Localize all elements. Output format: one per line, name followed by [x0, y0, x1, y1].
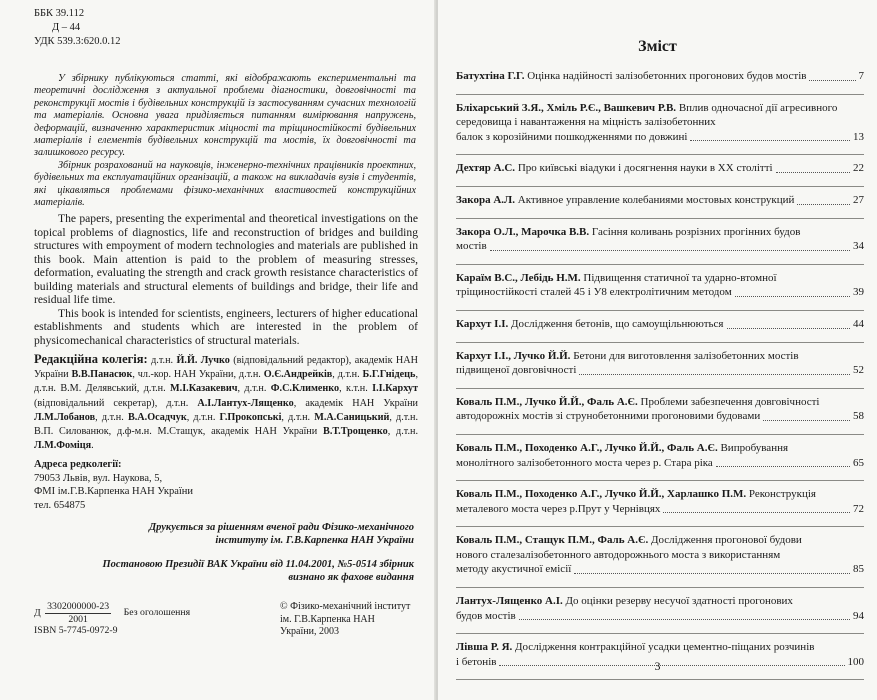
toc-entry-page: 52: [853, 364, 864, 377]
publication-codes: [34, 601, 190, 637]
toc-entry-title: Випробування: [720, 441, 789, 454]
toc-entry[interactable]: [456, 487, 864, 527]
toc-entry[interactable]: [456, 441, 864, 481]
board-text: , д.т.н.: [281, 411, 315, 423]
toc-leader-dots: [797, 193, 850, 205]
toc-entry-authors: Дехтяр А.С.: [456, 162, 516, 175]
toc-entry-page: 7: [858, 70, 864, 82]
board-member-name: М.А.Саницький: [314, 411, 390, 423]
toc-entry[interactable]: [456, 225, 864, 265]
toc-entry-authors: Коваль П.М., Походенко А.Г., Лучко Й.Й., Харлашко П.М.: [456, 488, 747, 501]
toc-entry-title: Дослідження прогонової будови: [650, 534, 802, 547]
toc-leader-dots: [490, 239, 850, 251]
toc-entry-title: Про київські віадуки і досягнення науки в ХХ столітті: [517, 162, 773, 175]
toc-entry-authors: Бліхарський З.Я., Хміль Р.Є., Вашкевич Р.В.: [456, 101, 677, 114]
toc-entry-title: будов мостів: [456, 609, 516, 622]
abstract-en-paragraph: This book is intended for scientists, engineers, lecturers of higher educational establishments and students which are interested in the problem of physicomechanical characteristics of structural materials.: [34, 306, 418, 347]
toc-entry-page: 100: [847, 655, 864, 668]
board-text: , д.т.н. В.П. Силованюк, д.ф-м.н. М.Стащук, академік НАН України: [34, 411, 419, 438]
board-member-name: В.В.Панасюк: [71, 369, 133, 381]
board-member-name: І.І.Кархут: [372, 383, 418, 395]
no-announcement-note: Без оголошення: [123, 607, 191, 619]
toc-entry-authors: Закора О.Л., Марочка В.В.: [456, 225, 590, 238]
toc-entry-title: і бетонів: [456, 655, 497, 668]
copyright-line: ім. Г.В.Карпенка НАН: [280, 613, 375, 625]
board-text: , академік НАН України: [293, 397, 418, 409]
toc-entry[interactable]: [456, 349, 864, 389]
board-member-name: Л.М.Лобанов: [34, 411, 96, 423]
toc-leader-dots: [763, 409, 850, 421]
board-member-name: В.Т.Трощенко: [323, 426, 388, 438]
toc-entry-title: тріщиностійкості сталей 45 і У8 електролітичним методом: [456, 286, 732, 299]
toc-entry-title: автодорожніх мостів зі струнобетонними прогоновими будовами: [456, 410, 761, 423]
board-member-name: А.І.Лантух-Лященко: [197, 397, 294, 409]
toc-entry-title: Активное управление колебаниями мостовых конструкций: [517, 193, 795, 206]
toc-entry-page: 65: [853, 456, 864, 469]
toc-entry-authors: Кархут І.І.: [456, 317, 509, 330]
toc-entry-title: методу акустичної емісії: [456, 563, 572, 576]
address-line: 79053 Львів, вул. Наукова, 5,: [34, 472, 163, 484]
board-text: , д.т.н. В.М. Делявський, д.т.н.: [34, 369, 418, 395]
toc-entry-title: монолітного залізобетонного моста через р. Стара ріка: [456, 456, 713, 469]
toc-leader-dots: [663, 502, 850, 514]
board-member-name: Ф.С.Клименко: [270, 383, 340, 395]
copyright-line: України, 2003: [280, 626, 339, 637]
toc-title: Зміст: [638, 38, 677, 55]
toc-leader-dots: [716, 456, 850, 468]
toc-leader-dots: [809, 69, 855, 81]
toc-entry-page: 13: [853, 130, 864, 143]
toc-entry[interactable]: [456, 161, 864, 187]
toc-entry-authors: Закора А.Л.: [456, 193, 516, 206]
board-text: , д.т.н.: [95, 411, 128, 423]
toc-entry-title: підвищеної довговічності: [456, 364, 577, 377]
copyright-line: © Фізико-механічний інститут: [280, 601, 411, 612]
editorial-board: [34, 352, 418, 453]
board-text: , чл.-кор. НАН України, д.т.н.: [132, 369, 264, 381]
board-member-name: Й.Й. Лучко: [176, 355, 230, 366]
isbn-number: ISBN 5-7745-0972-9: [34, 625, 118, 636]
editorial-board-heading: Редакційна колегія:: [34, 352, 148, 366]
toc-entry-title: нового сталезалізобетонного автодорожнього моста з використанням: [456, 548, 781, 561]
toc-entry[interactable]: [456, 317, 864, 343]
toc-entry-title: Підвищення статичної та ударно-втомної: [583, 271, 777, 284]
toc-entry-title: Реконструкція: [748, 488, 816, 501]
toc-entry-page: 94: [853, 609, 864, 622]
toc-entry-page: 27: [853, 193, 864, 206]
board-text: (відповідальний секретар), д.т.н.: [34, 397, 198, 409]
address-line: ФМІ ім.Г.В.Карпенка НАН України: [34, 486, 194, 497]
toc-entry-authors: Коваль П.М., Походенко А.Г., Лучко Й.Й., Фаль А.Є.: [456, 441, 718, 454]
toc-leader-dots: [690, 130, 850, 142]
toc-entry-page: 22: [853, 162, 864, 175]
toc-entry-title: Вплив одночасної дії агресивного середовища і навантаження на міцність залізобетонних: [456, 101, 838, 129]
copyright: [280, 601, 410, 639]
catalog-denominator: 2001: [68, 613, 88, 625]
toc-entry-title: Бетони для виготовлення залізобетонних мостів: [573, 349, 799, 362]
board-text: д.т.н.: [147, 355, 177, 366]
toc-entry-authors: Коваль П.М., Стащук П.М., Фаль А.Є.: [456, 534, 649, 547]
abstract-ua-paragraph: Збірник розрахований на науковців, інженерно-технічних працівників проектних, будівельних та експлуатаційних організацій, а також на викладачів вузів і студентів, які цікавляться проблемами фізико-механічних властивостей конструкційних матеріалів.: [34, 159, 416, 209]
catalog-numerator: 3302000000-23: [47, 601, 110, 612]
toc-entry[interactable]: [456, 594, 864, 634]
toc-entry[interactable]: [456, 533, 864, 588]
editorial-board-members: [34, 355, 418, 451]
toc-entry-title: Дослідження бетонів, що самоущільнюються: [511, 317, 724, 330]
toc-entry[interactable]: [456, 395, 864, 435]
toc-entry[interactable]: [456, 101, 864, 156]
right-page: [438, 0, 877, 700]
abstract-ua-paragraph: У збірнику публікуються статті, які відображають експериментальні та теоретичні дослідження з актуальної проблеми діагностики, довговічності та реконструкції мостів і будівельних конструкцій із застосуванням сучасних технологій та матеріалів. Основна увага приділяється питанням вимірювання напружень, деформацій, визначенню характеристик міцності та тріщиностійкості будівельних матеріалів і елементів будівельних конструкцій та мостів, їх довговічності та залишкового ресурсу.: [34, 73, 416, 159]
toc-entry-page: 34: [853, 240, 864, 253]
toc-leader-dots: [735, 285, 850, 297]
toc-entry-page: 39: [853, 286, 864, 299]
board-text: , к.т.н.: [339, 383, 373, 395]
board-member-name: Б.Г.Гнідець: [362, 369, 416, 381]
board-member-name: О.Є.Андрейків: [263, 369, 333, 381]
address-line: тел. 654875: [34, 499, 86, 511]
board-text: (відповідальний редактор), академік НАН України: [34, 355, 418, 381]
toc-entry-page: 44: [853, 317, 864, 330]
toc-entry-authors: Караїм В.С., Лебідь Н.М.: [456, 271, 581, 284]
toc-entry-page: 85: [853, 563, 864, 576]
table-of-contents: [456, 69, 864, 686]
toc-entry-authors: Батухтіна Г.Г.: [456, 70, 525, 82]
toc-entry[interactable]: [456, 271, 864, 311]
toc-entry-authors: Лівша Р. Я.: [456, 641, 513, 654]
toc-leader-dots: [776, 161, 850, 173]
toc-entry-title: мостів: [456, 240, 487, 253]
d44-code: Д – 44: [52, 22, 81, 33]
toc-entry-title: балок з корозійними пошкодженнями по довжині: [456, 130, 688, 143]
toc-entry-title: Гасіння коливань розрізних прогінних будов: [591, 225, 801, 238]
left-page: [0, 0, 436, 700]
editorial-address: [34, 458, 193, 512]
board-text: , д.т.н.: [186, 411, 220, 423]
board-member-name: М.І.Казакевич: [170, 383, 238, 395]
board-text: , д.т.н.: [332, 369, 363, 381]
abstract-ukrainian: [34, 73, 416, 209]
approval-vak: Постановою Президії ВАК України від 11.04.2001, №5-0514 збірник визнано як фахове видання: [102, 559, 414, 583]
toc-entry-title: Оцінка надійності залізобетонних прогонових будов мостів: [527, 70, 807, 82]
board-member-name: Г.Прокопські: [219, 411, 282, 423]
catalog-fraction: [45, 601, 111, 625]
udk-code: УДК 539.3:620.0.12: [34, 36, 121, 47]
board-text: , д.т.н.: [237, 383, 271, 395]
toc-leader-dots: [727, 317, 851, 329]
board-member-name: В.А.Осадчук: [127, 411, 187, 423]
toc-leader-dots: [519, 609, 850, 621]
toc-entry-page: 58: [853, 410, 864, 423]
toc-entry[interactable]: [456, 69, 864, 95]
toc-entry-title: металевого моста через р.Прут у Чернівцях: [456, 502, 661, 515]
bbk-code: ББК 39.112: [34, 8, 85, 19]
toc-entry-title: Дослідження контракційної усадки цементно-піщаних розчинів: [515, 641, 815, 654]
abstract-en-paragraph: The papers, presenting the experimental and theoretical investigations on the topical problems of diagnostics, life and reconstruction of bridges and building structures with empoyment of modern technologies and materials are published in this book. Main attention is paid to the problem of measuring stresses, deformation, evaluating the strength and crack growth resistance characteristics of building materials and structural elements of buildings and bridge, their life and residual life time.: [34, 212, 418, 306]
toc-entry-authors: Кархут І.І., Лучко Й.Й.: [456, 349, 571, 362]
board-text: , д.т.н.: [387, 426, 418, 438]
page-number: 3: [654, 659, 661, 673]
toc-entry-title: До оцінки резерву несучої здатності прогонових: [565, 595, 793, 608]
toc-entry-title: Проблеми забезпечення довговічності: [640, 395, 820, 408]
toc-entry-authors: Коваль П.М., Лучко Й.Й., Фаль А.Є.: [456, 395, 638, 408]
approval-council: Друкується за рішенням вченої ради Фізико-механічного інституту ім. Г.В.Карпенка НАН України: [148, 522, 414, 546]
board-member-name: Л.М.Фоміця: [34, 440, 92, 452]
toc-leader-dots: [574, 562, 850, 574]
approval-notes: [94, 521, 414, 595]
toc-entry-authors: Лантух-Лященко А.І.: [456, 595, 563, 608]
isbn-prefix: Д: [34, 607, 41, 619]
toc-entry-page: 72: [853, 502, 864, 515]
board-text: .: [91, 440, 94, 452]
toc-leader-dots: [579, 363, 850, 375]
address-heading: Адреса редколегії:: [34, 459, 122, 470]
abstract-english: [34, 212, 418, 347]
toc-entry[interactable]: [456, 193, 864, 219]
